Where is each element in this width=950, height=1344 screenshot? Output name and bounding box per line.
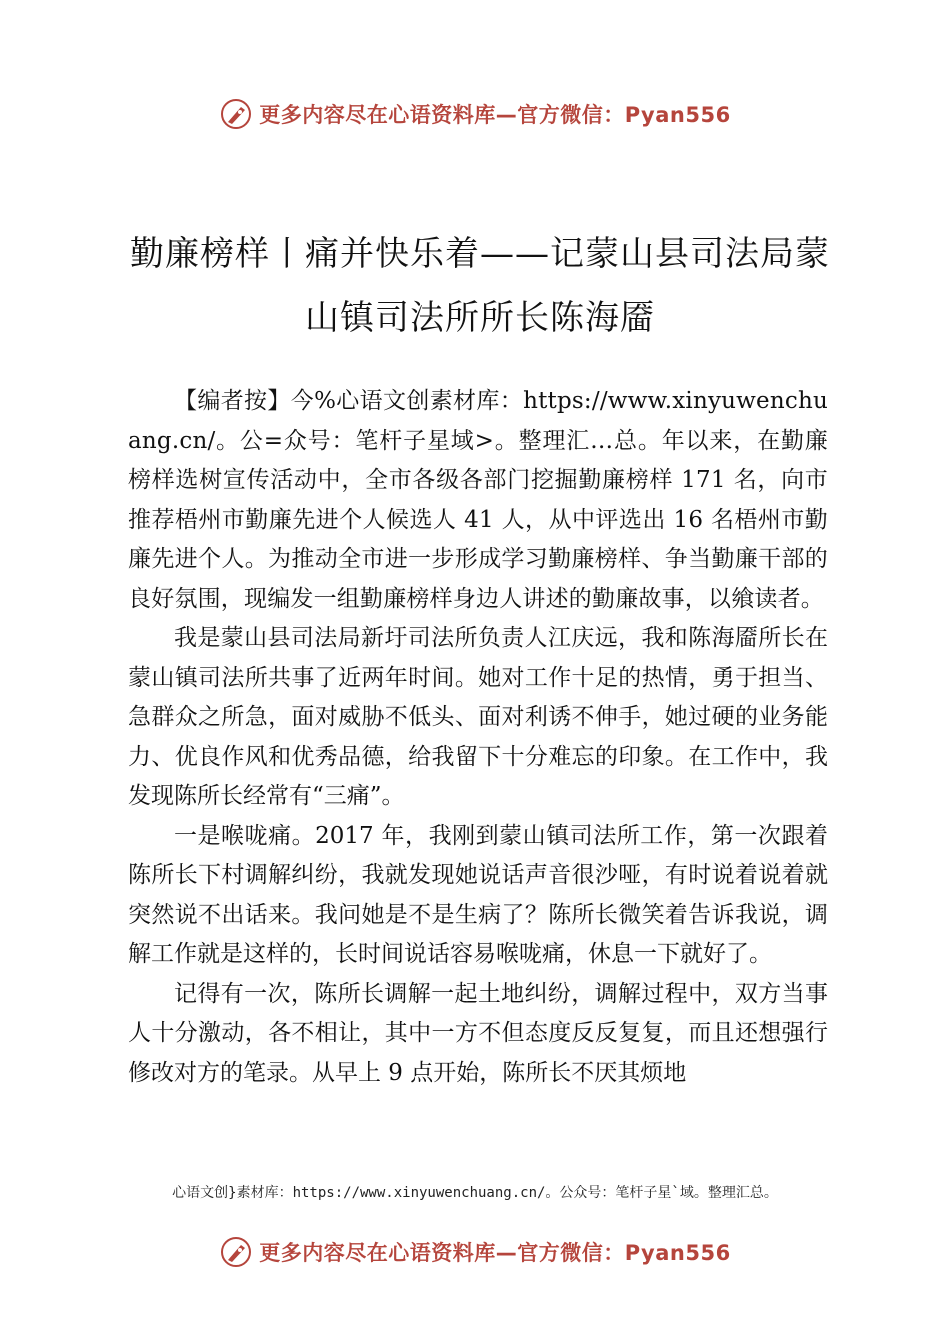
editor-note-paragraph: 【编者按】今%心语文创素材库：https://www.xinyuwenchuang.cn/。公=众号：笔杆子星域>。整理汇…总。年以来，在勤廉榜样选树宣传活动中，全市各级各部门挖掘勤廉榜样 171 名，向市推荐梧州市勤廉先进个人候选人 41 人，从中评选出 16 名梧州市勤廉先进个人。为推动全市进一步形成学习勤廉榜样、争当勤廉干部的良好氛围，现编发一组勤廉榜样身边人讲述的勤廉故事，以飨读者。 (128, 388, 828, 612)
article-paragraph: 记得有一次，陈所长调解一起土地纠纷，调解过程中，双方当事人十分激动，各不相让，其中一方不但态度反反复复，而且还想强行修改对方的笔录。从早上 9 点开始，陈所长不厌其烦地 (128, 980, 828, 1086)
footer-banner (0, 1230, 950, 1274)
article-paragraph: 一是喉咙痛。2017 年，我刚到蒙山镇司法所工作，第一次跟着陈所长下村调解纠纷，我就发现她说话声音很沙哑，有时说着说着就突然说不出话来。我问她是不是生病了？陈所长微笑着告诉我说，调解工作就是这样的，长时间说话容易喉咙痛，休息一下就好了。 (128, 822, 828, 967)
pen-nib-logo-icon (219, 1235, 253, 1269)
header-banner (0, 92, 950, 136)
page-footer-text: 心语文创}素材库：https://www.xinyuwenchuang.cn/。公众号：笔杆子星`域。整理汇总。 (172, 1185, 778, 1201)
banner-text: 更多内容尽在心语资料库—官方微信：Pyan556 (259, 1241, 731, 1265)
article-paragraph: 我是蒙山县司法局新圩司法所负责人江庆远，我和陈海靥所长在蒙山镇司法所共事了近两年时间。她对工作十足的热情，勇于担当、急群众之所急，面对威胁不低头、面对利诱不伸手，她过硬的业务能力、优良作风和优秀品德，给我留下十分难忘的印象。在工作中，我发现陈所长经常有“三痛”。 (128, 625, 828, 809)
article-body (128, 382, 828, 1093)
page-title: 勤廉榜样丨痛并快乐着——记蒙山县司法局蒙山镇司法所所长陈海靥 (130, 234, 830, 338)
pen-nib-logo-icon (219, 97, 253, 131)
banner-text: 更多内容尽在心语资料库—官方微信：Pyan556 (259, 103, 731, 127)
